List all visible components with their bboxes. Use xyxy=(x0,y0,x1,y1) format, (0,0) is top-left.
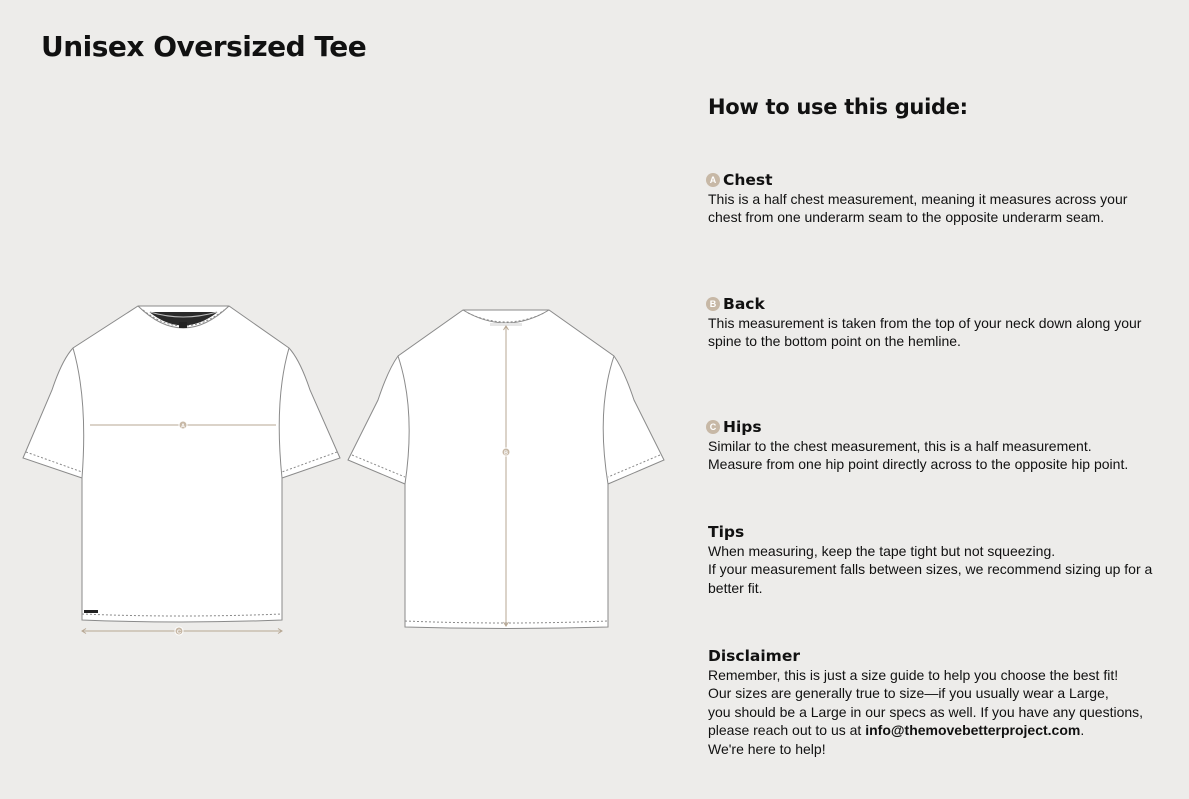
contact-email-link[interactable]: info@themovebetterproject.com xyxy=(865,722,1081,739)
hips-section xyxy=(708,417,1168,474)
back-line: This measurement is taken from the top of your neck down along your xyxy=(708,315,1142,331)
front-chest-marker-letter: A xyxy=(181,423,185,430)
chest-description xyxy=(708,190,1168,227)
page-title: Unisex Oversized Tee xyxy=(41,30,367,63)
disclaimer-closing: We're here to help! xyxy=(708,740,826,757)
front-hips-marker-letter: C xyxy=(177,629,181,636)
disclaimer-contact-line xyxy=(708,721,1168,739)
disclaimer-description xyxy=(708,666,1168,758)
back-marker-letter: B xyxy=(504,450,508,457)
chest-title: Chest xyxy=(723,171,773,189)
guide-heading: How to use this guide: xyxy=(708,95,968,119)
chest-badge-icon: A xyxy=(706,173,720,187)
contact-suffix: . xyxy=(1080,722,1085,739)
chest-section xyxy=(708,170,1168,227)
disclaimer-line: Remember, this is just a size guide to help you choose the best fit! xyxy=(708,667,1119,683)
hips-badge-icon: C xyxy=(706,420,720,434)
tshirt-illustrations xyxy=(0,290,680,650)
tips-line: If your measurement falls between sizes, we recommend sizing up for a xyxy=(708,561,1153,578)
tips-line: When measuring, keep the tape tight but not squeezing. xyxy=(708,543,1056,559)
back-badge-icon: B xyxy=(706,297,720,311)
hips-description xyxy=(708,437,1168,474)
disclaimer-title: Disclaimer xyxy=(708,647,800,665)
back-section xyxy=(708,294,1168,351)
back-title-row xyxy=(708,294,1168,314)
contact-prefix: please reach out to us at xyxy=(708,722,866,739)
disclaimer-section xyxy=(708,646,1168,758)
tips-line: better fit. xyxy=(708,579,763,596)
tshirt-front-illustration xyxy=(23,306,340,622)
tips-description xyxy=(708,542,1168,597)
disclaimer-line: you should be a Large in our specs as well. If you have any questions, xyxy=(708,703,1144,720)
hips-measure-line xyxy=(82,627,282,636)
tips-section xyxy=(708,522,1168,597)
hips-line: Similar to the chest measurement, this is a half measurement. xyxy=(708,438,1092,454)
hips-title: Hips xyxy=(723,418,762,436)
disclaimer-line: Our sizes are generally true to size—if you usually wear a Large, xyxy=(708,685,1109,702)
chest-line: This is a half chest measurement, meaning it measures across your xyxy=(708,191,1128,207)
hips-title-row xyxy=(708,417,1168,437)
back-description xyxy=(708,314,1168,351)
chest-title-row xyxy=(708,170,1168,190)
tips-title: Tips xyxy=(708,523,745,541)
back-line: spine to the bottom point on the hemline. xyxy=(708,333,961,350)
hips-line: Measure from one hip point directly across to the opposite hip point. xyxy=(708,456,1129,473)
back-title: Back xyxy=(723,295,765,313)
chest-line: chest from one underarm seam to the opposite underarm seam. xyxy=(708,209,1105,226)
